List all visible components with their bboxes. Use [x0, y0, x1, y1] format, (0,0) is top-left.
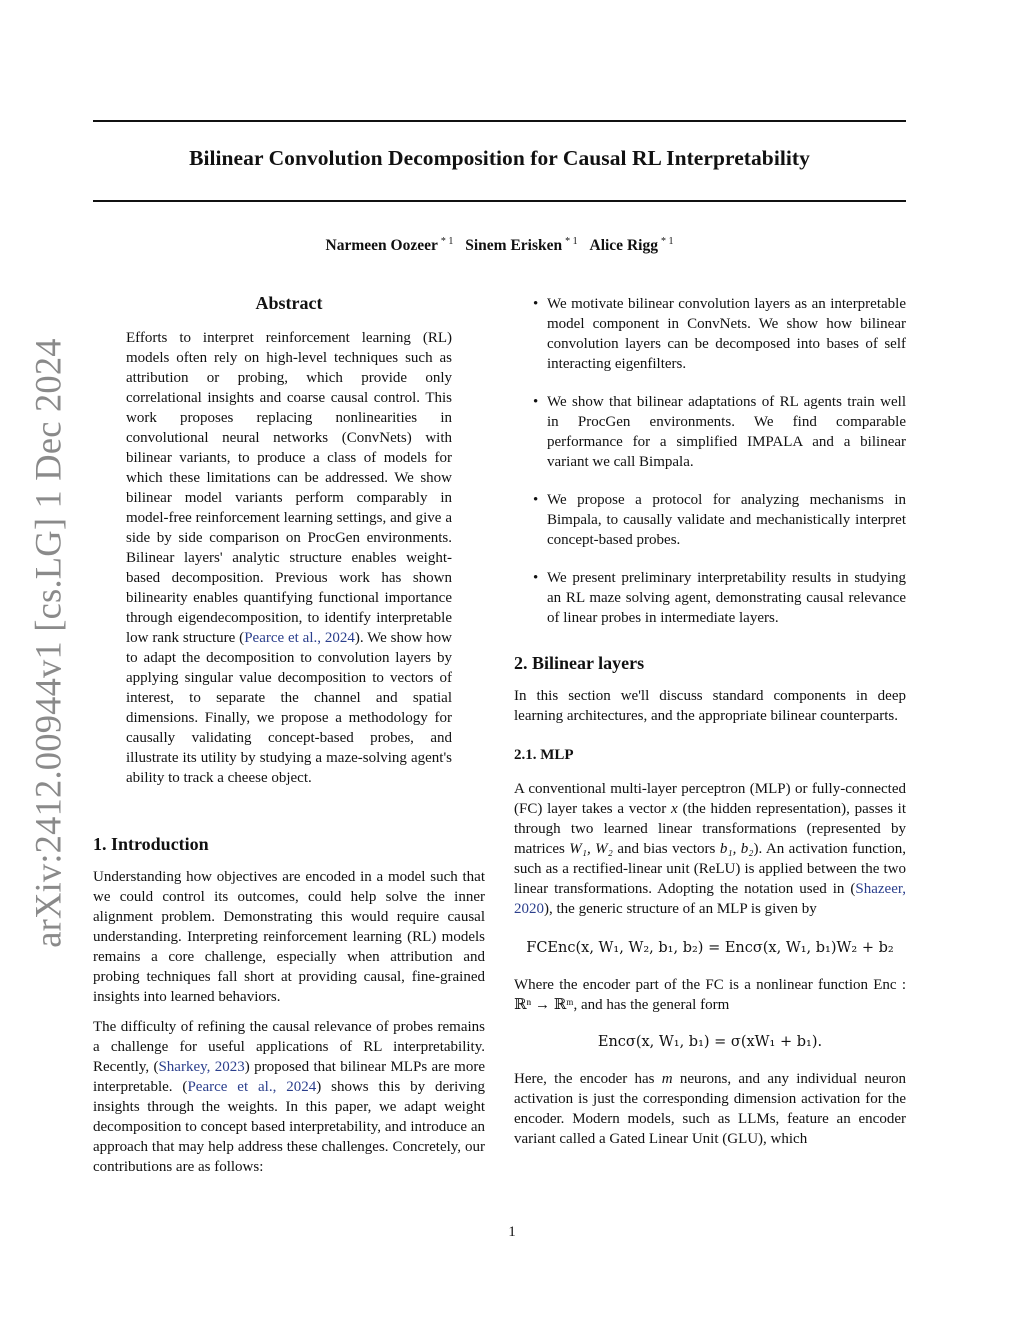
- paragraph-text-part: neurons, and any individual neuron activation is just the corresponding dimension activation for the encoder. Modern models, such as LLMs, feature an encoder variant called a Gated Linear Unit (GLU), which: [514, 1071, 906, 1147]
- paragraph-text-part: The difficulty of refining the causal relevance of probes remains a challenge for useful applications of RL interpretability. Recently, (: [93, 1019, 485, 1075]
- equation-encoder: Encσ(x, W₁, b₁) = σ(xW₁ + b₁).: [597, 1034, 823, 1050]
- math-variable: x: [671, 801, 678, 817]
- math-variable: W₁, W₂: [569, 841, 613, 857]
- author-name: Sinem Erisken: [465, 237, 563, 254]
- arxiv-identifier: arXiv:2412.00944v1 [cs.LG] 1 Dec 2024: [27, 338, 69, 948]
- mlp-paragraph: [514, 779, 906, 919]
- author-3: [590, 237, 674, 254]
- abstract-text-part: ). We show how to adapt the decomposition to convolution layers by applying singular value decomposition to vectors of interest, to separate the channel and spatial dimensions. Finally, we propose a methodology for causally validating concept-based probes, and illustrate its utility by studying a maze-solving agent's ability to track a cheese object.: [126, 630, 452, 786]
- citation-link[interactable]: Pearce et al., 2024: [187, 1079, 317, 1095]
- bullet-glyph: •: [533, 570, 539, 586]
- contribution-item: [514, 294, 906, 374]
- contribution-text: We present preliminary interpretability results in studying an RL maze solving agent, demonstrating causal relevance of linear probes in intermediate layers.: [547, 570, 906, 626]
- citation-link[interactable]: Shazeer, 2020: [514, 881, 906, 917]
- intro-paragraph-1: Understanding how objectives are encoded in a model such that we could control its outcomes, could help solve the inner alignment problem. Demonstrating this would require causal understanding. Interpreting reinforcement learning (RL) models remains a core challenge, especially when attribution and probing techniques fall short at providing causal, fine-grained insights into learned behaviors.: [93, 869, 485, 1005]
- contributions-list: [514, 294, 906, 628]
- author-list: [93, 236, 906, 255]
- section-2-intro: In this section we'll discuss standard components in deep learning architectures, and the appropriate bilinear counterparts.: [514, 688, 906, 724]
- paragraph-text-part: ), the generic structure of an MLP is given by: [544, 901, 817, 917]
- math-variable: m: [661, 1071, 673, 1087]
- encoder-paragraph: Where the encoder part of the FC is a nonlinear function Enc : ℝⁿ → ℝᵐ, and has the general form: [514, 977, 906, 1013]
- citation-link[interactable]: Pearce et al., 2024: [244, 630, 355, 646]
- contribution-text: We show that bilinear adaptations of RL agents train well in ProcGen environments. We find comparable performance for a simplified IMPALA and a bilinear variant we call Bimpala.: [547, 394, 906, 470]
- subsection-mlp-heading: 2.1. MLP: [514, 747, 574, 763]
- contribution-item: [514, 568, 906, 628]
- author-2: [465, 237, 577, 254]
- author-1: [326, 237, 454, 254]
- contribution-text: We motivate bilinear convolution layers as an interpretable model component in ConvNets. We show how bilinear convolution layers can be decomposed into bases of self interacting eigenfilters.: [547, 296, 906, 372]
- abstract-text-part: Efforts to interpret reinforcement learning (RL) models often rely on high-level techniques such as attribution or probing, which provide only correlational insights and coarse causal control. This work proposes replacing nonlinearities in convolutional neural networks (ConvNets) with bilinear variants, to produce a class of models for which these limitations can be addressed. We show bilinear model variants perform comparably in model-free reinforcement learning settings, and give a side by side comparison on ProcGen environments. Bilinear layers' analytic structure enables weight-based decomposition. Previous work has shown bilinearity enables quantifying functional importance through eigendecomposition, to identify interpretable low rank structure (: [126, 330, 452, 646]
- section-2-heading: 2. Bilinear layers: [514, 653, 645, 673]
- paragraph-text-part: and bias vectors: [612, 841, 720, 857]
- abstract-heading: Abstract: [255, 293, 323, 313]
- author-affiliation-mark: * 1: [660, 236, 674, 247]
- paragraph-text-part: A conventional multi-layer perceptron (MLP) or fully-connected (FC) layer takes a vector: [514, 781, 906, 817]
- author-affiliation-mark: * 1: [565, 236, 578, 247]
- paragraph-text-part: ) shows this by deriving insights through the weights. In this paper, we adapt weight decomposition to concept based interpretability, and introduce an approach that may help address these challenges. Concretely, our contributions are as follows:: [93, 1079, 485, 1175]
- paragraph-text-part: Here, the encoder has: [514, 1071, 662, 1087]
- left-column: [93, 292, 485, 1177]
- page-number: 1: [508, 1224, 516, 1240]
- paper-title: Bilinear Convolution Decomposition for Causal RL Interpretability: [189, 146, 810, 170]
- introduction-heading: 1. Introduction: [93, 834, 209, 854]
- bullet-glyph: •: [533, 394, 539, 410]
- intro-paragraph-2: [93, 1017, 485, 1177]
- contribution-item: [514, 490, 906, 550]
- citation-link[interactable]: Sharkey, 2023: [158, 1059, 245, 1075]
- encoder-neurons-paragraph: [514, 1069, 906, 1149]
- paragraph-text-part: (the hidden representation), passes it through two learned linear transformations (represented by matrices: [514, 801, 906, 857]
- title-top-rule: [93, 120, 906, 122]
- abstract-text: [126, 328, 452, 788]
- equation-fc: FCEnc(x, W₁, W₂, b₁, b₂) = Encσ(x, W₁, b₁)W₂ + b₂: [526, 940, 894, 956]
- bullet-glyph: •: [533, 296, 539, 312]
- bullet-glyph: •: [533, 492, 539, 508]
- right-column: [514, 294, 906, 1149]
- contribution-text: We propose a protocol for analyzing mechanisms in Bimpala, to causally validate and mechanistically interpret concept-based probes.: [547, 492, 906, 548]
- paragraph-text-part: ). An activation function, such as a rectified-linear unit (ReLU) is applied between the two linear transformations. Adopting the notation used in (: [514, 841, 906, 897]
- title-bottom-rule: [93, 200, 906, 202]
- contribution-item: [514, 392, 906, 472]
- paragraph-text-part: ) proposed that bilinear MLPs are more interpretable. (: [93, 1059, 485, 1095]
- author-name: Alice Rigg: [589, 237, 658, 254]
- author-affiliation-mark: * 1: [440, 236, 454, 247]
- math-variable: b₁, b₂: [719, 841, 754, 857]
- author-name: Narmeen Oozeer: [325, 237, 438, 254]
